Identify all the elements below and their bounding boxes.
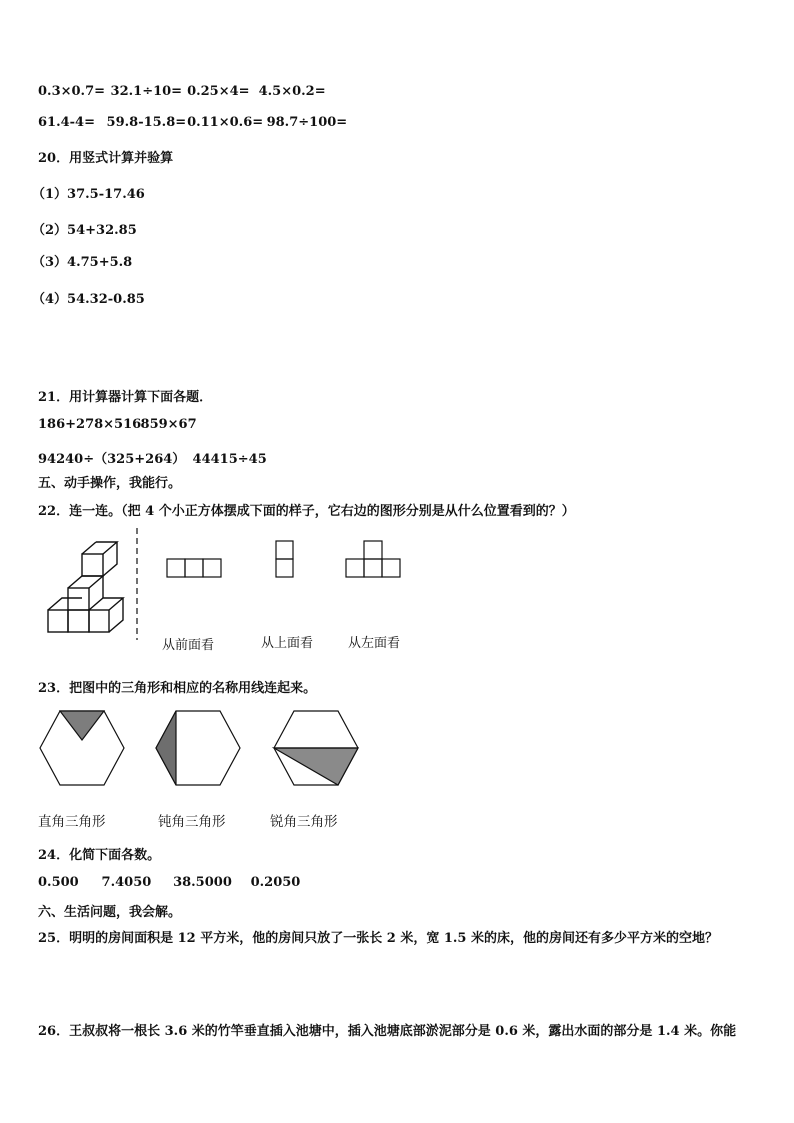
q24-title: 24．化简下面各数。 bbox=[38, 848, 161, 863]
hexagon-3 bbox=[274, 711, 358, 785]
label-right-triangle: 直角三角形 bbox=[38, 814, 106, 830]
view-label-front: 从前面看 bbox=[162, 638, 215, 653]
calc-item: 32.1÷10= bbox=[110, 84, 183, 99]
q20-item: （2）54+32.85 bbox=[32, 223, 137, 238]
hexagon-1 bbox=[40, 711, 124, 785]
view-front-shape bbox=[167, 559, 221, 577]
section-5-heading: 五、动手操作，我能行。 bbox=[38, 476, 182, 491]
q23-hexagons bbox=[36, 708, 376, 790]
number-item: 38.5000 bbox=[173, 875, 232, 890]
q23-title: 23．把图中的三角形和相应的名称用线连起来。 bbox=[38, 681, 317, 696]
calc-item: 61.4-4= bbox=[38, 115, 95, 130]
q22-title: 22．连一连。（把 4 个小正方体摆成下面的样子，它右边的图形分别是从什么位置看到的？） bbox=[38, 504, 575, 519]
number-item: 0.2050 bbox=[250, 875, 301, 890]
oral-calc-row-2 bbox=[38, 115, 347, 130]
label-acute-triangle: 锐角三角形 bbox=[270, 814, 338, 830]
calc-item: 4.5×0.2= bbox=[258, 84, 326, 99]
calc-item: 186+278×516 bbox=[38, 417, 142, 432]
view-left-shape bbox=[346, 541, 400, 577]
section-6-heading: 六、生活问题，我会解。 bbox=[38, 905, 182, 920]
q26-text: 26．王叔叔将一根长 3.6 米的竹竿垂直插入池塘中，插入池塘底部淤泥部分是 0.6 米，露出水面的部分是 1.4 米。你能 bbox=[38, 1024, 737, 1039]
q21-line-1 bbox=[38, 417, 197, 432]
label-obtuse-triangle: 钝角三角形 bbox=[158, 814, 226, 830]
view-top-shape bbox=[276, 541, 293, 577]
calc-item: 94240÷（325+264） bbox=[38, 452, 186, 467]
calc-item: 0.11×0.6= bbox=[187, 115, 264, 130]
q20-item: （4）54.32-0.85 bbox=[32, 292, 145, 307]
calc-item: 44415÷45 bbox=[192, 452, 267, 467]
calc-item: 0.25×4= bbox=[187, 84, 250, 99]
view-label-top: 从上面看 bbox=[261, 636, 314, 651]
calc-item: 859×67 bbox=[140, 417, 197, 432]
q21-line-2 bbox=[38, 448, 267, 467]
oral-calc-row-1 bbox=[38, 84, 326, 99]
number-item: 7.4050 bbox=[101, 875, 152, 890]
calc-item: 98.7÷100= bbox=[266, 115, 348, 130]
view-label-left: 从左面看 bbox=[348, 636, 401, 651]
q20-title: 20．用竖式计算并验算 bbox=[38, 151, 174, 166]
q24-numbers bbox=[38, 875, 300, 890]
q21-title: 21．用计算器计算下面各题． bbox=[38, 390, 213, 405]
cube-stack-drawing bbox=[48, 542, 123, 632]
calc-item: 0.3×0.7= bbox=[38, 84, 106, 99]
number-item: 0.500 bbox=[38, 875, 79, 890]
q20-item: （3）4.75+5.8 bbox=[32, 255, 133, 270]
q20-item: （1）37.5-17.46 bbox=[32, 187, 145, 202]
hexagon-2 bbox=[156, 711, 240, 785]
calc-item: 59.8-15.8= bbox=[106, 115, 187, 130]
q25-text: 25．明明的房间面积是 12 平方米，他的房间只放了一张长 2 米，宽 1.5 米的床，他的房间还有多少平方米的空地？ bbox=[38, 931, 718, 946]
